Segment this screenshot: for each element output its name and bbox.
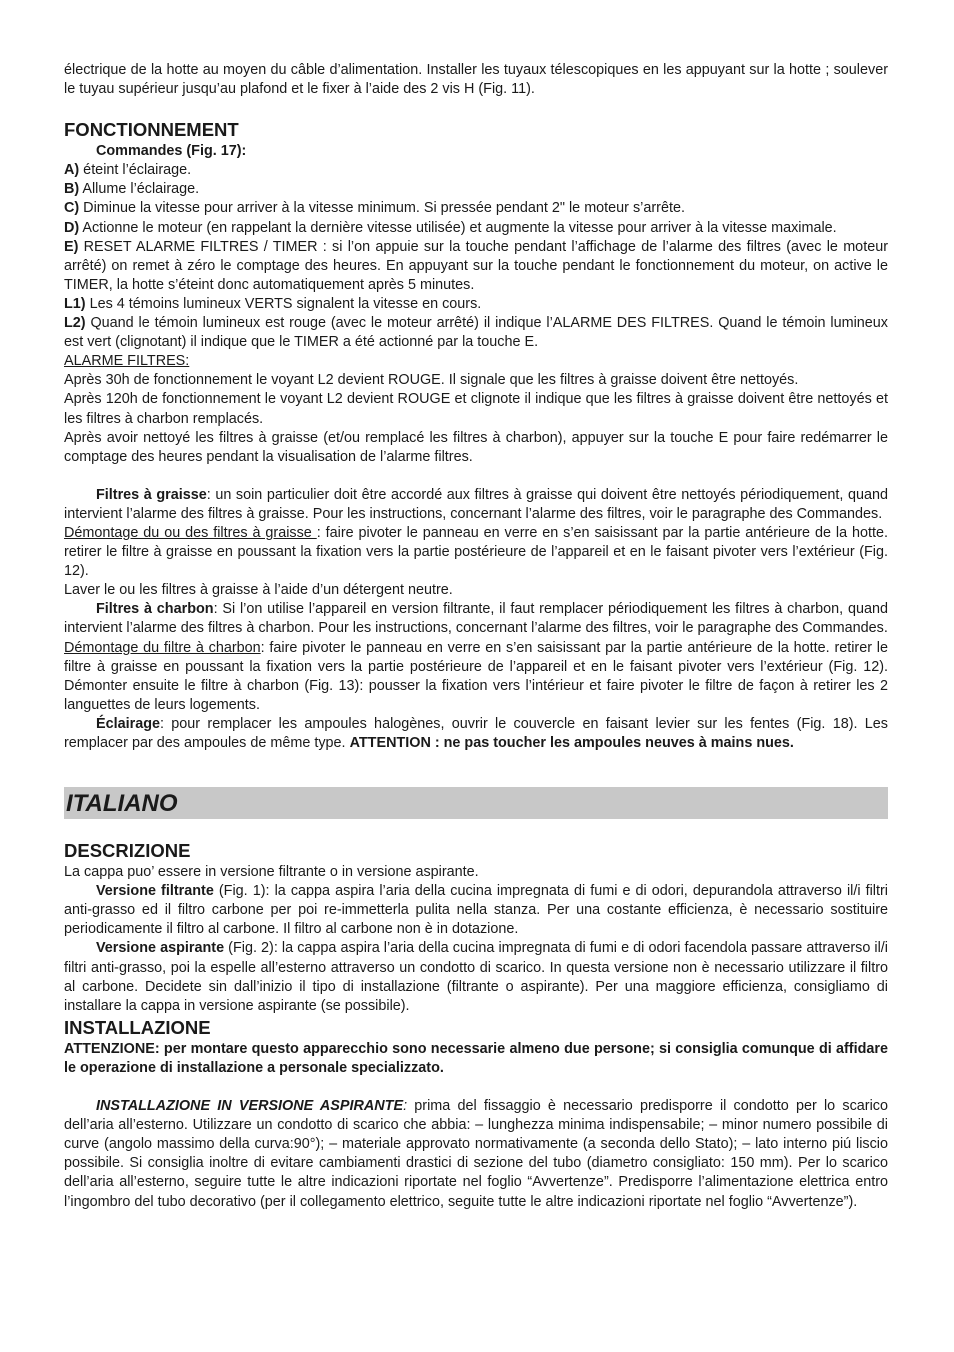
alarm-line: Après 30h de fonctionnement le voyant L2 devient ROUGE. Il signale que les filtres à graisse doivent être nettoyés. xyxy=(64,372,799,389)
charcoal-filters-paragraph: Filtres à charbon: Si l’on utilise l’appareil en version filtrante, il faut remplacer périodiquement les filtres à charbon, quand intervient l’alarme des filtres à charbon. Pour les instructions, concernant l’alarme des filtres, voir le paragraphe des Commandes. xyxy=(64,601,888,637)
command-item-b: B) Allume l’éclairage. xyxy=(64,181,200,198)
language-banner xyxy=(64,787,888,819)
descrizione-intro: La cappa puo’ essere in versione filtrante o in versione aspirante. xyxy=(64,864,479,881)
alarm-title: ALARME FILTRES: xyxy=(64,353,190,370)
descrizione-heading: DESCRIZIONE xyxy=(64,840,191,862)
command-item-a: A) éteint l’éclairage. xyxy=(64,162,192,179)
grease-filters-paragraph: Filtres à graisse: un soin particulier doit être accordé aux filtres à graisse qui doivent être nettoyés périodiquement, quand intervient l’alarme des filtres à graisse. Pour les instructions, concernant l’alarme des filtres, voir le paragraphe des Commandes. xyxy=(64,486,888,522)
commands-title: Commandes (Fig. 17): xyxy=(96,143,247,160)
installazione-heading: INSTALLAZIONE xyxy=(64,1016,211,1038)
installazione-warning: ATTENZIONE: per montare questo apparecchio sono necessarie almeno due persone; si consiglia comunque di affidare le operazione di installazione a personale specializzato. xyxy=(64,1040,888,1076)
command-item-d: D) Actionne le moteur (en rappelant la dernière vitesse utilisée) et augmente la vitesse pour arriver à la vitesse maximale. xyxy=(64,219,837,236)
alarm-line: Après 120h de fonctionnement le voyant L2 devient ROUGE et clignote il indique que les filtres à graisse doivent être nettoyés et les filtres à charbon remplacés. xyxy=(64,391,888,427)
versione-aspirante-paragraph: Versione aspirante (Fig. 2): la cappa aspira l’aria della cucina impregnata di fumi e di odori facendola passare attraverso il/i filtri anti-grasso, poi la espelle all’esterno attraverso un condotto di scarico. In questa versione non è necessario utilizzare il filtro al carbone. Decidete sin dall’inizio il tipo di installazione (filtrante o aspirante). Per una maggiore efficienza, consigliamo di installare la cappa in versione aspirante (se possibile). xyxy=(64,940,888,1014)
versione-filtrante-paragraph: Versione filtrante (Fig. 1): la cappa aspira l’aria della cucina impregnata di fumi e di odori, depurandola attraverso il/i filtri anti-grasso ed il filtro carbone per poi re-immetterla pulita nella stanza. Per una costante efficienza, è necessario sostituire periodicamente il filtro al carbone. Il filtro al carbone non è in dotazione. xyxy=(64,883,888,938)
alarm-line: Après avoir nettoyé les filtres à graisse (et/ou remplacé les filtres à charbon), appuyer sur la touche E pour faire redémarrer le comptage des heures pendant la visualisation de l’alarme filtres. xyxy=(64,429,888,465)
command-item-c: C) Diminue la vitesse pour arriver à la vitesse minimum. Si pressée pendant 2" le moteur s’arrête. xyxy=(64,200,685,217)
grease-wash-paragraph: Laver le ou les filtres à graisse à l’aide d’un détergent neutre. xyxy=(64,582,453,599)
grease-dismount-paragraph: Démontage du ou des filtres à graisse : faire pivoter le panneau en verre en s’en saisissant par la partie antérieure de la hotte. retirer le filtre à graisse en poussant la fixation vers la partie postérieure de l’appareil et en le faisant pivoter vers l’extérieur (Fig. 12). xyxy=(64,524,888,580)
language-title: ITALIANO xyxy=(66,790,178,818)
charcoal-dismount-paragraph: Démontage du filtre à charbon: faire pivoter le panneau en verre en s’en saisissant par la partie antérieure de la hotte. retirer le filtre à graisse en poussant la fixation vers la partie postérieure de l’appareil et en le faisant pivoter vers l’extérieur (Fig. 12). Démonter ensuite le filtre à charbon (Fig. 13): pousser la fixation vers l’intérieur et faire pivoter le filtre de façon à retirer les 2 languettes de leurs logements. xyxy=(64,639,888,713)
fonctionnement-heading: FONCTIONNEMENT xyxy=(64,119,239,141)
lighting-paragraph: Éclairage: pour remplacer les ampoules halogènes, ouvrir le couvercle en faisant levier sur les fentes (Fig. 18). Les remplacer par des ampoules de même type. ATTENTION : ne pas toucher les ampoules neuves à mains nues. xyxy=(64,715,888,751)
command-item-l1: L1) Les 4 témoins lumineux VERTS signalent la vitesse en cours. xyxy=(64,295,482,312)
fr-intro-paragraph: électrique de la hotte au moyen du câble d’alimentation. Installer les tuyaux télescopiques en les appuyant sur la hotte ; soulever le tuyau supérieur jusqu’au plafond et le fixer à l’aide des 2 vis H (Fig. 11). xyxy=(64,62,888,98)
installazione-aspirante-paragraph: INSTALLAZIONE IN VERSIONE ASPIRANTE: prima del fissaggio è necessario predisporre il condotto per lo scarico dell’aria all’esterno. Utilizzare un condotto di scarico che abbia: – lunghezza minima indispensabile; – minor numero possibile di curve (angolo massimo della curva:90°); – materiale approvato normativamente (a seconda dello Stato); – lato interno piú liscio possibile. Si consiglia inoltre di evitare cambiamenti drastici di sezione del tubo (diametro consigliato: 150 mm). Per lo scarico dell’aria all’esterno, seguire tutte le altre indicazioni riportate nel foglio “Avvertenze”. Predisporre l’alimentazione elettrica entro l’ingombro del tubo decorativo (per il collegamento elettrico, seguite tutte le altre indicazioni riportate nel foglio “Avvertenze”). xyxy=(64,1098,888,1210)
command-item-l2: L2) Quand le témoin lumineux est rouge (avec le moteur arrêté) il indique l’ALARME DES FILTRES. Quand le témoin lumineux est vert (clignotant) il indique que le TIMER a été actionné par la touche E. xyxy=(64,315,888,351)
command-item-e: E) RESET ALARME FILTRES / TIMER : si l’on appuie sur la touche pendant l’affichage de l’alarme des filtres (avec le moteur arrêté) on remet à zéro le comptage des heures. En appuyant sur la touche pendant le fonctionnement du moteur, on active le TIMER, la hotte s’éteint donc automatiquement après 5 minutes. xyxy=(64,238,888,293)
document-page xyxy=(64,61,888,1212)
